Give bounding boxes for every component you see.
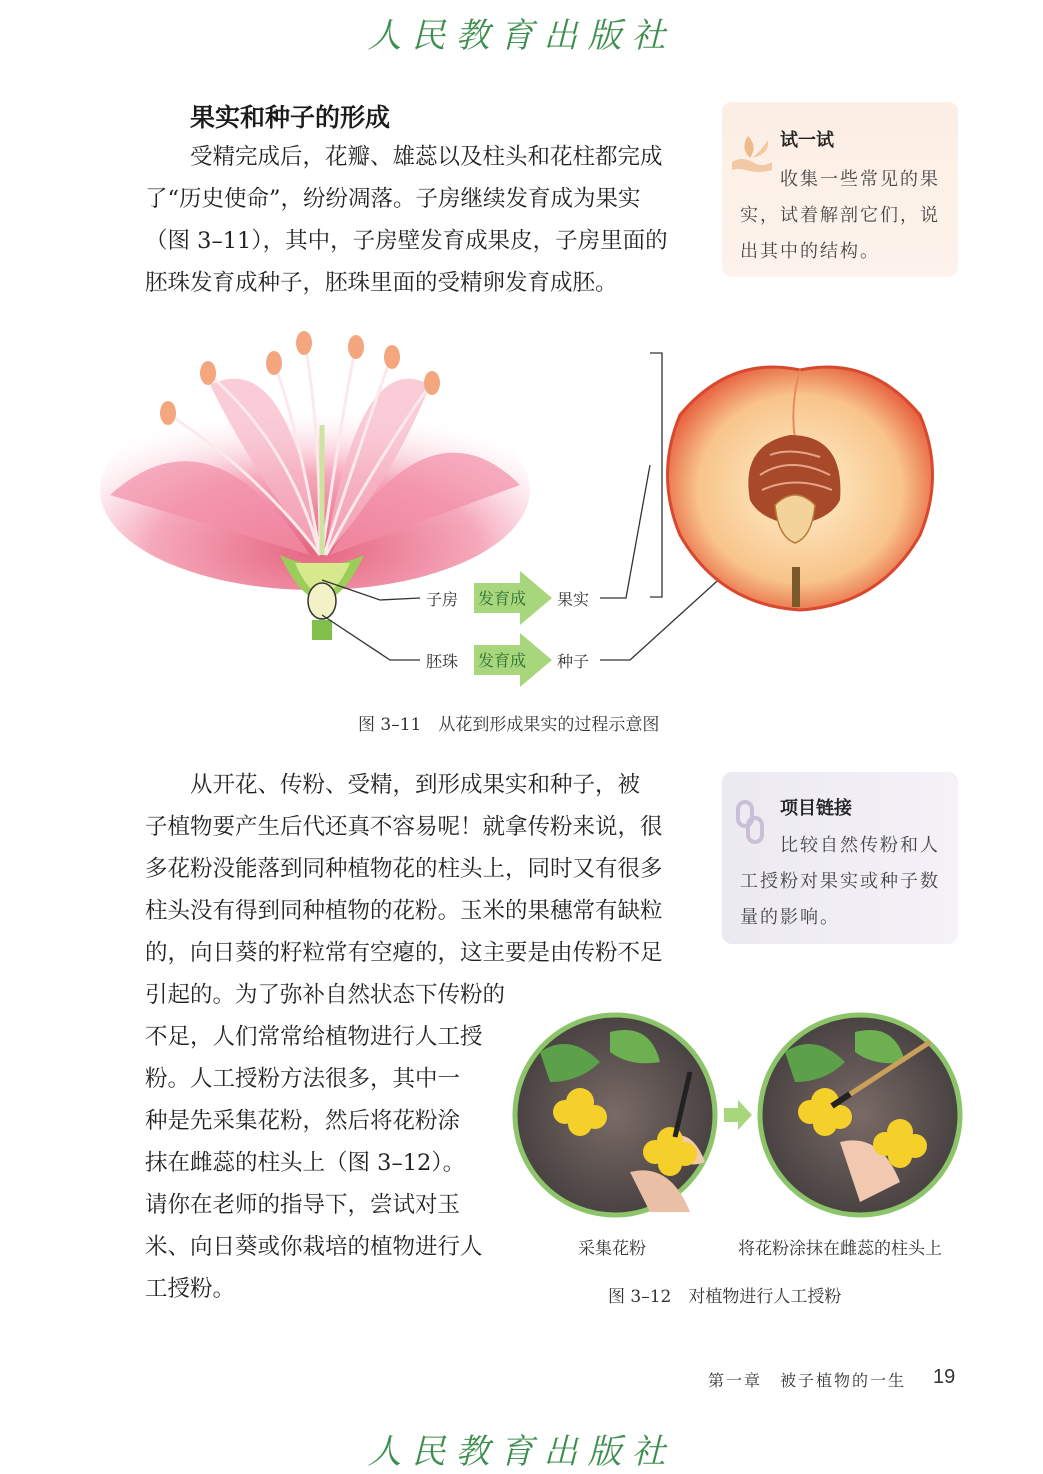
label-develops-into-2: 发育成 [478, 651, 527, 670]
chapter-title: 第一章 被子植物的一生 [708, 1371, 907, 1390]
leaf-hand-icon [728, 132, 776, 174]
label-seed: 种子 [557, 652, 590, 671]
label-ovule: 胚珠 [426, 652, 459, 671]
paragraph-1 [145, 136, 705, 304]
paragraph-line: 粉。人工授粉方法很多，其中一 [145, 1066, 461, 1092]
collect-pollen-photo [515, 1015, 715, 1215]
paragraph-line: 不足，人们常常给植物进行人工授 [145, 1024, 483, 1050]
label-fruit: 果实 [557, 590, 590, 609]
paragraph-line: 抹在雌蕊的柱头上（图 3–12）。 [145, 1150, 466, 1176]
flower-to-fruit-diagram [90, 325, 970, 695]
photo-arrow-icon [724, 1100, 752, 1130]
page-number: 19 [933, 1366, 956, 1388]
paragraph-line: 请你在老师的指导下，尝试对玉 [145, 1192, 461, 1218]
peach-illustration [668, 367, 933, 610]
apply-pollen-label: 将花粉涂抹在雌蕊的柱头上 [738, 1239, 942, 1259]
try-it-line: 实，试着解剖它们，说 [740, 205, 940, 226]
section-title: 果实和种子的形成 [190, 103, 391, 132]
paragraph-line: 米、向日葵或你栽培的植物进行人 [145, 1234, 483, 1260]
label-develops-into-1: 发育成 [478, 589, 527, 608]
paragraph-line: 胚珠发育成种子，胚珠里面的受精卵发育成胚。 [145, 270, 618, 296]
figure-3-12-caption: 图 3–12 对植物进行人工授粉 [608, 1287, 842, 1307]
try-it-line: 收集一些常见的果 [780, 169, 940, 190]
project-link-line: 工授粉对果实或种子数 [740, 871, 940, 892]
apply-pollen-photo [760, 1015, 960, 1215]
paragraph-line: 了“历史使命”，纷纷凋落。子房继续发育成为果实 [145, 186, 641, 212]
flower-illustration [100, 331, 530, 640]
chain-link-icon [734, 798, 768, 846]
paragraph-line: 从开花、传粉、受精，到形成果实和种子，被 [190, 772, 641, 798]
try-it-line: 出其中的结构。 [740, 241, 880, 262]
collect-pollen-label: 采集花粉 [578, 1239, 646, 1259]
paragraph-line: 工授粉。 [145, 1276, 236, 1302]
paragraph-line: 引起的。为了弥补自然状态下传粉的 [145, 982, 506, 1008]
label-ovary: 子房 [426, 590, 459, 609]
paragraph-line: 柱头没有得到同种植物的花粉。玉米的果穗常有缺粒 [145, 898, 663, 924]
paragraph-line: 种是先采集花粉，然后将花粉涂 [145, 1108, 461, 1134]
paragraph-line: 子植物要产生后代还真不容易呢！就拿传粉来说，很 [145, 814, 663, 840]
paragraph-line: （图 3–11），其中，子房壁发育成果皮，子房里面的 [145, 228, 668, 254]
publisher-header: 人民教育出版社 [367, 16, 676, 56]
paragraph-line: 受精完成后，花瓣、雄蕊以及柱头和花柱都完成 [190, 144, 663, 170]
project-link-box [722, 772, 958, 944]
project-link-line: 比较自然传粉和人 [780, 835, 940, 856]
publisher-footer: 人民教育出版社 [367, 1432, 676, 1472]
try-it-title: 试一试 [780, 130, 834, 151]
paragraph-line: 的，向日葵的籽粒常有空瘪的，这主要是由传粉不足 [145, 940, 663, 966]
figure-3-11-caption: 图 3–11 从花到形成果实的过程示意图 [358, 715, 660, 735]
project-link-line: 量的影响。 [740, 907, 840, 928]
try-it-box [722, 102, 958, 277]
paragraph-line: 多花粉没能落到同种植物花的柱头上，同时又有很多 [145, 856, 663, 882]
project-link-title: 项目链接 [780, 798, 852, 819]
pollination-photos [510, 1012, 965, 1222]
